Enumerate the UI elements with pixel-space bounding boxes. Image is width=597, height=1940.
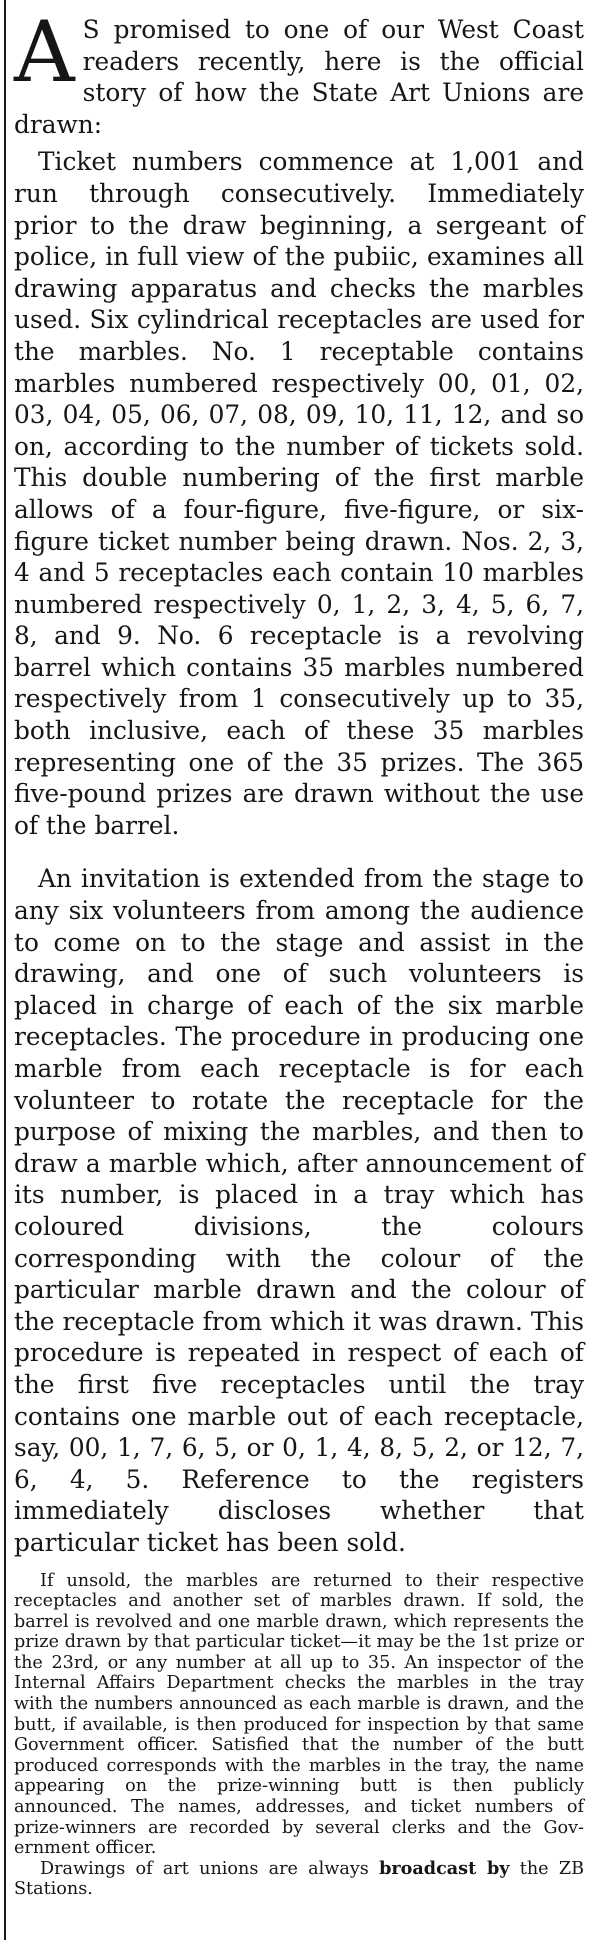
intro-paragraph [14,3,584,140]
intro-text: S promised to one of our West Coast readers recently, here is the official story of how the State Art Unions are drawn: [14,15,584,139]
article-column [14,3,584,1900]
column-rule [4,0,6,1940]
closing-suffix: the ZB Stations. [14,1858,584,1900]
closing-emphasis: broadcast by [379,1857,510,1879]
body-paragraph-2: An invitation is extended from the stage to any six volunteers from among the audience to come on to the stage and assist in the drawing, and one of such volunteers is placed in charge of each of the six marble receptacles. The procedure in producing one marble from each receptacle is for each volunteer to rotate the receptacle for the purpose of mixing the marbles, and then to draw a marble which, after announcement of its number, is placed in a tray which has coloured divisions, the colours corresponding with the colour of the particular marble drawn and the colour of the receptacle from which it was drawn. This procedure is repeated in respect of each of the first five receptacles until the tray contains one marble out of each receptacle, say, 00, 1, 7, 6, 5, or 0, 1, 4, 8, 5, 2, or 12, 7, 6, 4, 5. Reference to the registers immediately discloses whether that particular ticket has been sold. [14,864,584,1557]
drop-cap: A [14,3,75,101]
closing-prefix: Drawings of art unions are always [40,1858,380,1879]
closing-paragraph [14,1859,584,1900]
small-paragraph-1: If unsold, the marbles are returned to their respective receptacles and another set of marbles drawn. If sold, the barrel is revolved and one marble drawn, which represents the prize drawn by that particular ticket—it may be the 1st prize or the 23rd, or any number at all up to 35. An inspector of the Internal Affairs Department checks the marbles in the tray with the numbers announced as each marble is drawn, and the butt, if available, is then produced for inspection by that same Government officer. Satisfied that the number of the butt produced corresponds with the marbles in the tray, the name appearing on the prize-winning butt is then publicly announced. The names, addresses, and ticket numbers of prize-winners are recorded by several clerks and the Government officer. [14,1570,584,1859]
body-paragraph-1: Ticket numbers commence at 1,001 and run through consecutively. Immediately prior to the draw beginning, a sergeant of police, in full view of the pubiic, examines all drawing apparatus and checks the marbles used. Six cylindrical receptacles are used for the marbles. No. 1 receptable contains marbles numbered respectively 00, 01, 02, 03, 04, 05, 06, 07, 08, 09, 10, 11, 12, and so on, according to the number of tickets sold. This double numbering of the first marble allows of a four-figure, five-figure, or six-figure ticket number being drawn. Nos. 2, 3, 4 and 5 receptacles each contain 10 marbles numbered respectively 0, 1, 2, 3, 4, 5, 6, 7, 8, and 9. No. 6 receptacle is a revolving barrel which contains 35 marbles numbered respectively from 1 consecutively up to 35, both inclusive, each of these 35 marbles representing one of the 35 prizes. The 365 five-pound prizes are drawn without the use of the barrel. [14,147,584,840]
